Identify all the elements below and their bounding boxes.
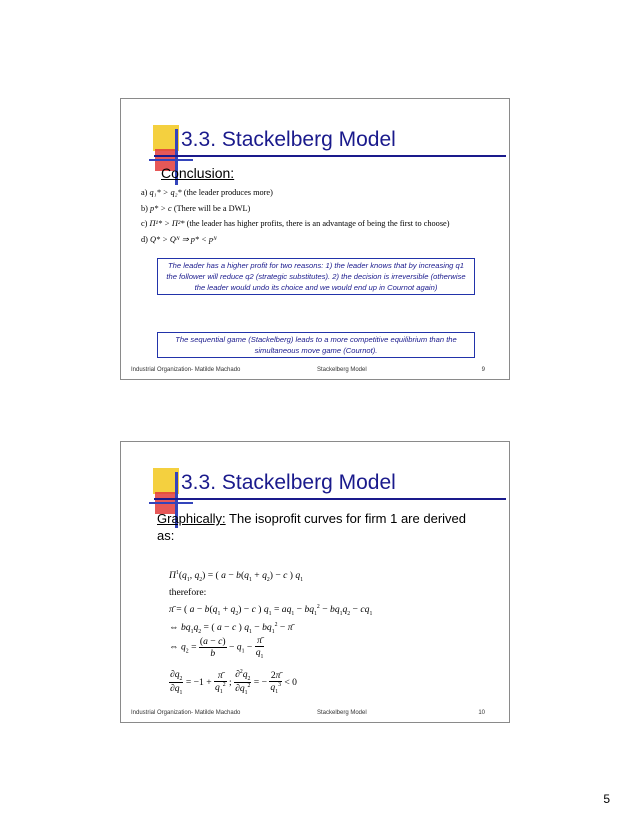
title-underline: [154, 155, 506, 157]
sequential-game-note: The sequential game (Stackelberg) leads to a more competitive equilibrium than the simultaneous move game (Cournot).: [157, 332, 475, 358]
footer-author: Industrial Organization- Matilde Machado: [131, 367, 241, 373]
conclusion-item-d: d) Q* > Qᴺ ⇒ p* < pᴺ: [141, 234, 217, 244]
leader-profit-note: The leader has a higher profit for two reasons: 1) the leader knows that by increasing q1 the follower will reduce q2 (strategic substitutes). 2) the decision is irreversible (otherwise the leader would undo its choice and we would end up in Cournot again): [157, 258, 475, 295]
equation-q2: ⇔ $q_2$ = $\frac{(a - c)}{b}$ − $q_1$ − $\frac{\pī}{q_1}$: [169, 635, 264, 660]
conclusion-heading: Conclusion:: [161, 165, 235, 181]
title-underline: [154, 498, 506, 500]
intro-text: The isoprofit curves for firm 1 are derived as:: [157, 511, 466, 543]
conclusion-list: [141, 185, 450, 247]
slide-number: 10: [478, 710, 485, 716]
footer-topic: Stackelberg Model: [317, 367, 367, 373]
footer-topic: Stackelberg Model: [317, 710, 367, 716]
equation-isoprofit: π̄ = ( $a - b(q_1 + q_2) - c$ ) $q_1 = aq_1 - bq_1^2 - bq_1q_2 - cq_1$: [169, 604, 373, 618]
math-expression: Q* > Qᴺ ⇒ p* < pᴺ: [150, 234, 217, 244]
slide-number: 9: [481, 367, 485, 373]
equation-rearranged: ⇔ $bq_1q_2$ = ( a − c ) $q_1 - bq_1^2$ − π̄: [169, 622, 293, 636]
slide-9: [120, 98, 510, 380]
page-number: 5: [603, 792, 610, 806]
intro-underlined: Graphically:: [157, 511, 226, 526]
conclusion-item-b: b) p* > c (There will be a DWL): [141, 203, 251, 213]
equation-derivatives: $\frac{\partial q_2}{\partial q_1}$ = −1 + $\frac{\pī}{q_1^2}$ ; $\frac{\partial^2q_2}{\partial q_1^2}$ = − $\frac{2\pī}{q_1^3}$ < 0: [170, 669, 297, 697]
slide-title: 3.3. Stackelberg Model: [181, 471, 396, 494]
therefore-label: therefore:: [169, 587, 207, 598]
footer-author: Industrial Organization- Matilde Machado: [131, 710, 241, 716]
conclusion-item-a: a) q₁* > q₂* (the leader produces more): [141, 188, 273, 197]
isoprofit-intro: [157, 510, 477, 544]
slide-title: 3.3. Stackelberg Model: [181, 128, 396, 151]
math-expression: p* > c: [150, 203, 172, 213]
equation-profit: $\Pi^1(q_1$, $q_2$) = ( $a - b(q_1 + q_2) - c$ ) $q_1$: [169, 570, 304, 584]
math-expression: Π¹* > Π²*: [149, 219, 185, 228]
slide-10: [120, 441, 510, 723]
conclusion-item-c: c) Π¹* > Π²* (the leader has higher profits, there is an advantage of being the first to choose): [141, 219, 450, 228]
math-expression: q₁* > q₂*: [149, 188, 182, 197]
